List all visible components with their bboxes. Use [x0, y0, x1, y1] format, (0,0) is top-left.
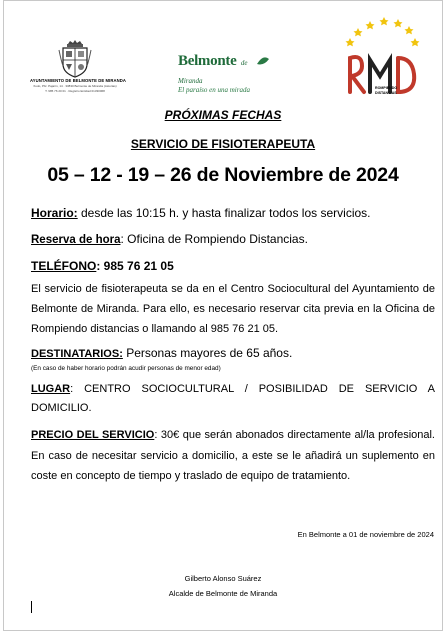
- recipients-line: [31, 343, 435, 364]
- schedule-line: [31, 203, 435, 223]
- municipality-caption: AYUNTAMIENTO DE BELMONTE DE MIRANDA: [30, 78, 127, 83]
- municipality-logo: [30, 40, 127, 93]
- booking-label: Reserva de hora: [31, 234, 121, 246]
- rmd-caption-line: ROMPIENDO: [375, 86, 398, 90]
- service-description: El servicio de fisioterapeuta se da en el Centro Sociocultural del Ayuntamiento de Belmonte de Miranda. Para ello, es necesario reservar cita previa en la Oficina de Rompiendo distancias o llamando al 985 76 21 05.: [31, 283, 435, 335]
- municipality-address: Xudo, Pbr. Pajarín, 14 · 33830 Belmonte de Miranda (Asturias): [33, 84, 117, 88]
- tourism-logo-tagline: El paraíso en una mirada: [178, 86, 250, 94]
- leaf-icon: [256, 56, 270, 66]
- recipients-label: DESTINATARIOS:: [31, 348, 123, 360]
- schedule-label: Horario:: [31, 206, 78, 220]
- rompiendo-distancias-logo: [340, 14, 424, 110]
- signing-date: En Belmonte a 01 de noviembre de 2024: [297, 530, 434, 539]
- recipients-note: (En caso de haber horario podrán acudir personas de menor edad): [31, 365, 221, 372]
- heading-dates: 05 – 12 - 19 – 26 de Noviembre de 2024: [47, 164, 399, 186]
- signer-title: Alcalde de Belmonte de Miranda: [168, 589, 278, 598]
- coat-of-arms-icon: [58, 40, 92, 78]
- heading-upcoming-dates: PRÓXIMAS FECHAS: [164, 108, 282, 122]
- tourism-logo: [178, 52, 273, 94]
- phone-value: : 985 76 21 05: [96, 259, 174, 273]
- phone-label: TELÉFONO: [31, 259, 97, 273]
- tourism-logo-brand2: de Miranda: [178, 59, 248, 85]
- place-text: : CENTRO SOCIOCULTURAL / POSIBILIDAD DE SERVICIO A DOMICILIO.: [31, 383, 435, 414]
- signer-name: Gilberto Alonso Suárez: [184, 574, 262, 583]
- rmd-logo-caption: [375, 86, 415, 95]
- heading-service: SERVICIO DE FISIOTERAPEUTA: [130, 137, 316, 151]
- municipality-contact: T. 985 76 20 01 · Registro Entidad 01330068: [45, 89, 105, 93]
- booking-line: [31, 229, 435, 250]
- price-label: PRECIO DEL SERVICIO: [31, 429, 155, 441]
- price-text: : 30€ que serán abonados directamente al/la profesional. En caso de necesitar servicio a domicilio, a este se le añadirá un suplemento en coste en concepto de tiempo y traslado de equipo de tratamiento.: [31, 429, 435, 482]
- text-cursor: [31, 601, 32, 613]
- price-paragraph: [31, 425, 435, 487]
- schedule-text: desde las 10:15 h. y hasta finalizar todos los servicios.: [77, 206, 371, 220]
- rmd-caption-line: DISTANCIAS: [375, 90, 397, 95]
- phone-line: [31, 256, 435, 276]
- recipients-text: Personas mayores de 65 años.: [122, 346, 293, 360]
- tourism-logo-brand: Belmonte: [178, 53, 237, 69]
- booking-text: : Oficina de Rompiendo Distancias.: [120, 232, 308, 246]
- place-line: [31, 380, 435, 418]
- place-label: LUGAR: [31, 383, 71, 395]
- stars-icon: [346, 17, 420, 46]
